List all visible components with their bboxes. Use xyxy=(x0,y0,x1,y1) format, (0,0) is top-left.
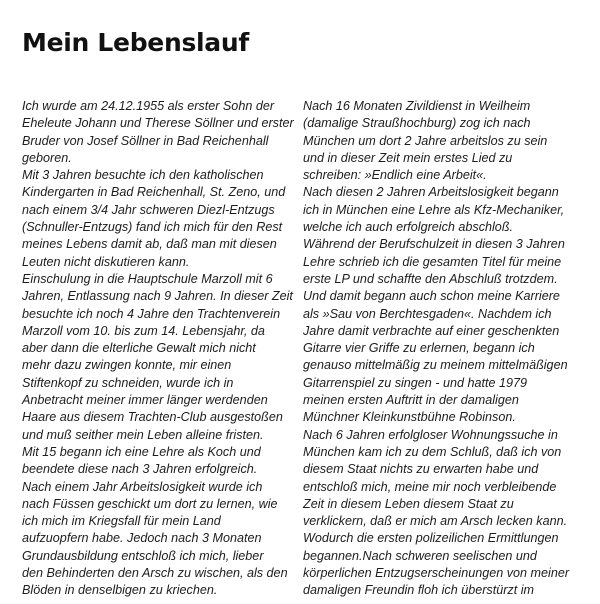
text-line: meinen ersten Auftritt in der damaligen xyxy=(303,393,519,408)
text-line: nach einem 3/4 Jahr schweren Diezl-Entzugs xyxy=(22,202,275,217)
text-line: Leuten nicht diskutieren kann. xyxy=(22,254,190,269)
text-line: Ich wurde am 24.12.1955 als erster Sohn der xyxy=(22,99,275,113)
text-line: Nach 6 Jahren erfolgloser Wohnungssuche in xyxy=(303,427,558,442)
text-line: schreiben: »Endlich eine Arbeit«. xyxy=(303,168,487,183)
text-line: Stiftenkopf zu schneiden, wurde ich in xyxy=(22,375,234,390)
text-line: ich in München eine Lehre als Kfz-Mechaniker, xyxy=(303,202,565,217)
text-line: verklickern, daß er mich am Arsch lecken kann. xyxy=(303,514,568,529)
text-line: Anbetracht meiner immer länger werdenden xyxy=(22,393,268,408)
text-line: geboren. xyxy=(22,150,72,165)
text-line: Einschulung in die Hauptschule Marzoll mit 6 xyxy=(22,271,273,286)
text-line: Wodurch die ersten polizeilichen Ermittlungen xyxy=(303,531,559,546)
text-line: beendete diese nach 3 Jahren erfolgreich. xyxy=(22,462,258,477)
text-line: aufzuopfern habe. Jedoch nach 3 Monaten xyxy=(22,531,262,546)
text-line: besuchte ich noch 4 Jahre den Trachtenverein xyxy=(22,306,281,321)
text-line: den Behinderten den Arsch zu wischen, als den xyxy=(22,566,288,581)
text-line: Marzoll vom 10. bis zum 14. Lebensjahr, da xyxy=(22,323,265,338)
right-column xyxy=(303,98,570,600)
text-line: Nach 16 Monaten Zivildienst in Weilheim xyxy=(303,99,531,113)
text-line: Nach diesen 2 Jahren Arbeitslosigkeit begann xyxy=(303,185,559,200)
text-line: München um dort 2 Jahre arbeitslos zu sein xyxy=(303,133,548,148)
text-line: Während der Berufschulzeit in diesen 3 Jahren xyxy=(303,237,565,252)
text-line: aber dann die elterliche Gewalt mich nicht xyxy=(22,341,256,356)
text-line: Jahre damit verbrachte auf einer geschenkten xyxy=(303,323,560,338)
text-line: genauso mittelmäßig zu meinem mittelmäßigen xyxy=(303,358,568,373)
text-line: Bruder von Josef Söllner in Bad Reichenhall xyxy=(22,133,269,148)
text-line: diesem Staat nichts zu erwarten habe und xyxy=(303,462,539,477)
page-title: Mein Lebenslauf xyxy=(22,28,249,57)
text-line: damaligen Freundin floh ich überstürzt im xyxy=(303,583,534,598)
text-line: Mit 3 Jahren besuchte ich den katholischen xyxy=(22,168,264,183)
text-line: meines Lebens damit ab, daß man mit diesen xyxy=(22,237,277,252)
text-line: Und damit begann auch schon meine Karriere xyxy=(303,289,560,304)
text-line: erste LP und schaffte den Abschluß trotzdem. xyxy=(303,271,558,286)
text-line: mehr dazu zwingen konnte, mir einen xyxy=(22,358,232,373)
text-line: Grundausbildung entschloß ich mich, lieber xyxy=(22,548,264,563)
text-line: körperlichen Entzugserscheinungen von meiner xyxy=(303,566,570,581)
text-line: und muß seither mein Leben alleine fristen. xyxy=(22,427,264,442)
left-column xyxy=(22,98,294,600)
text-line: Zeit in diesem Leben diesem Staat zu xyxy=(303,496,514,511)
text-line: Blöden in denselbigen zu kriechen. xyxy=(22,583,218,598)
text-line: Eheleute Johann und Therese Söllner und erster xyxy=(22,116,294,131)
text-line: (Schnuller-Entzugs) fand ich mich für den Rest xyxy=(22,220,283,235)
text-line: nach Füssen geschickt um dort zu lernen, wie xyxy=(22,496,278,511)
text-line: Jahren, Entlassung nach 9 Jahren. In dieser Zeit xyxy=(22,289,293,304)
text-line: entschloß mich, meine mir noch verbleibende xyxy=(303,479,557,494)
text-line: Münchner Kleinkunstbühne Robinson. xyxy=(303,410,516,425)
text-line: Gitarre vier Griffe zu erlernen, begann ich xyxy=(303,341,535,356)
text-line: München kam ich zu dem Schluß, daß ich von xyxy=(303,444,562,459)
text-line: Kindergarten in Bad Reichenhall, St. Zeno, und xyxy=(22,185,286,200)
text-line: und in dieser Zeit mein erstes Lied zu xyxy=(303,150,513,165)
text-line: Gitarrenspiel zu singen - und hatte 1979 xyxy=(303,375,528,390)
text-line: Mit 15 begann ich eine Lehre als Koch und xyxy=(22,444,261,459)
text-line: begannen.Nach schweren seelischen und xyxy=(303,548,537,563)
text-line: als »Sau von Berchtesgaden«. Nachdem ich xyxy=(303,306,552,321)
text-line: ich mich im Kriegsfall für mein Land xyxy=(22,514,221,529)
text-line: Haare aus diesem Trachten-Club ausgestoßen xyxy=(22,410,283,425)
text-line: Lehre schrieb ich die gesamten Titel für meine xyxy=(303,254,562,269)
text-line: Nach einem Jahr Arbeitslosigkeit wurde ich xyxy=(22,479,263,494)
text-line: (damalige Straußhochburg) zog ich nach xyxy=(303,116,531,131)
text-line: welche ich auch erfolgreich abschloß. xyxy=(303,220,514,235)
